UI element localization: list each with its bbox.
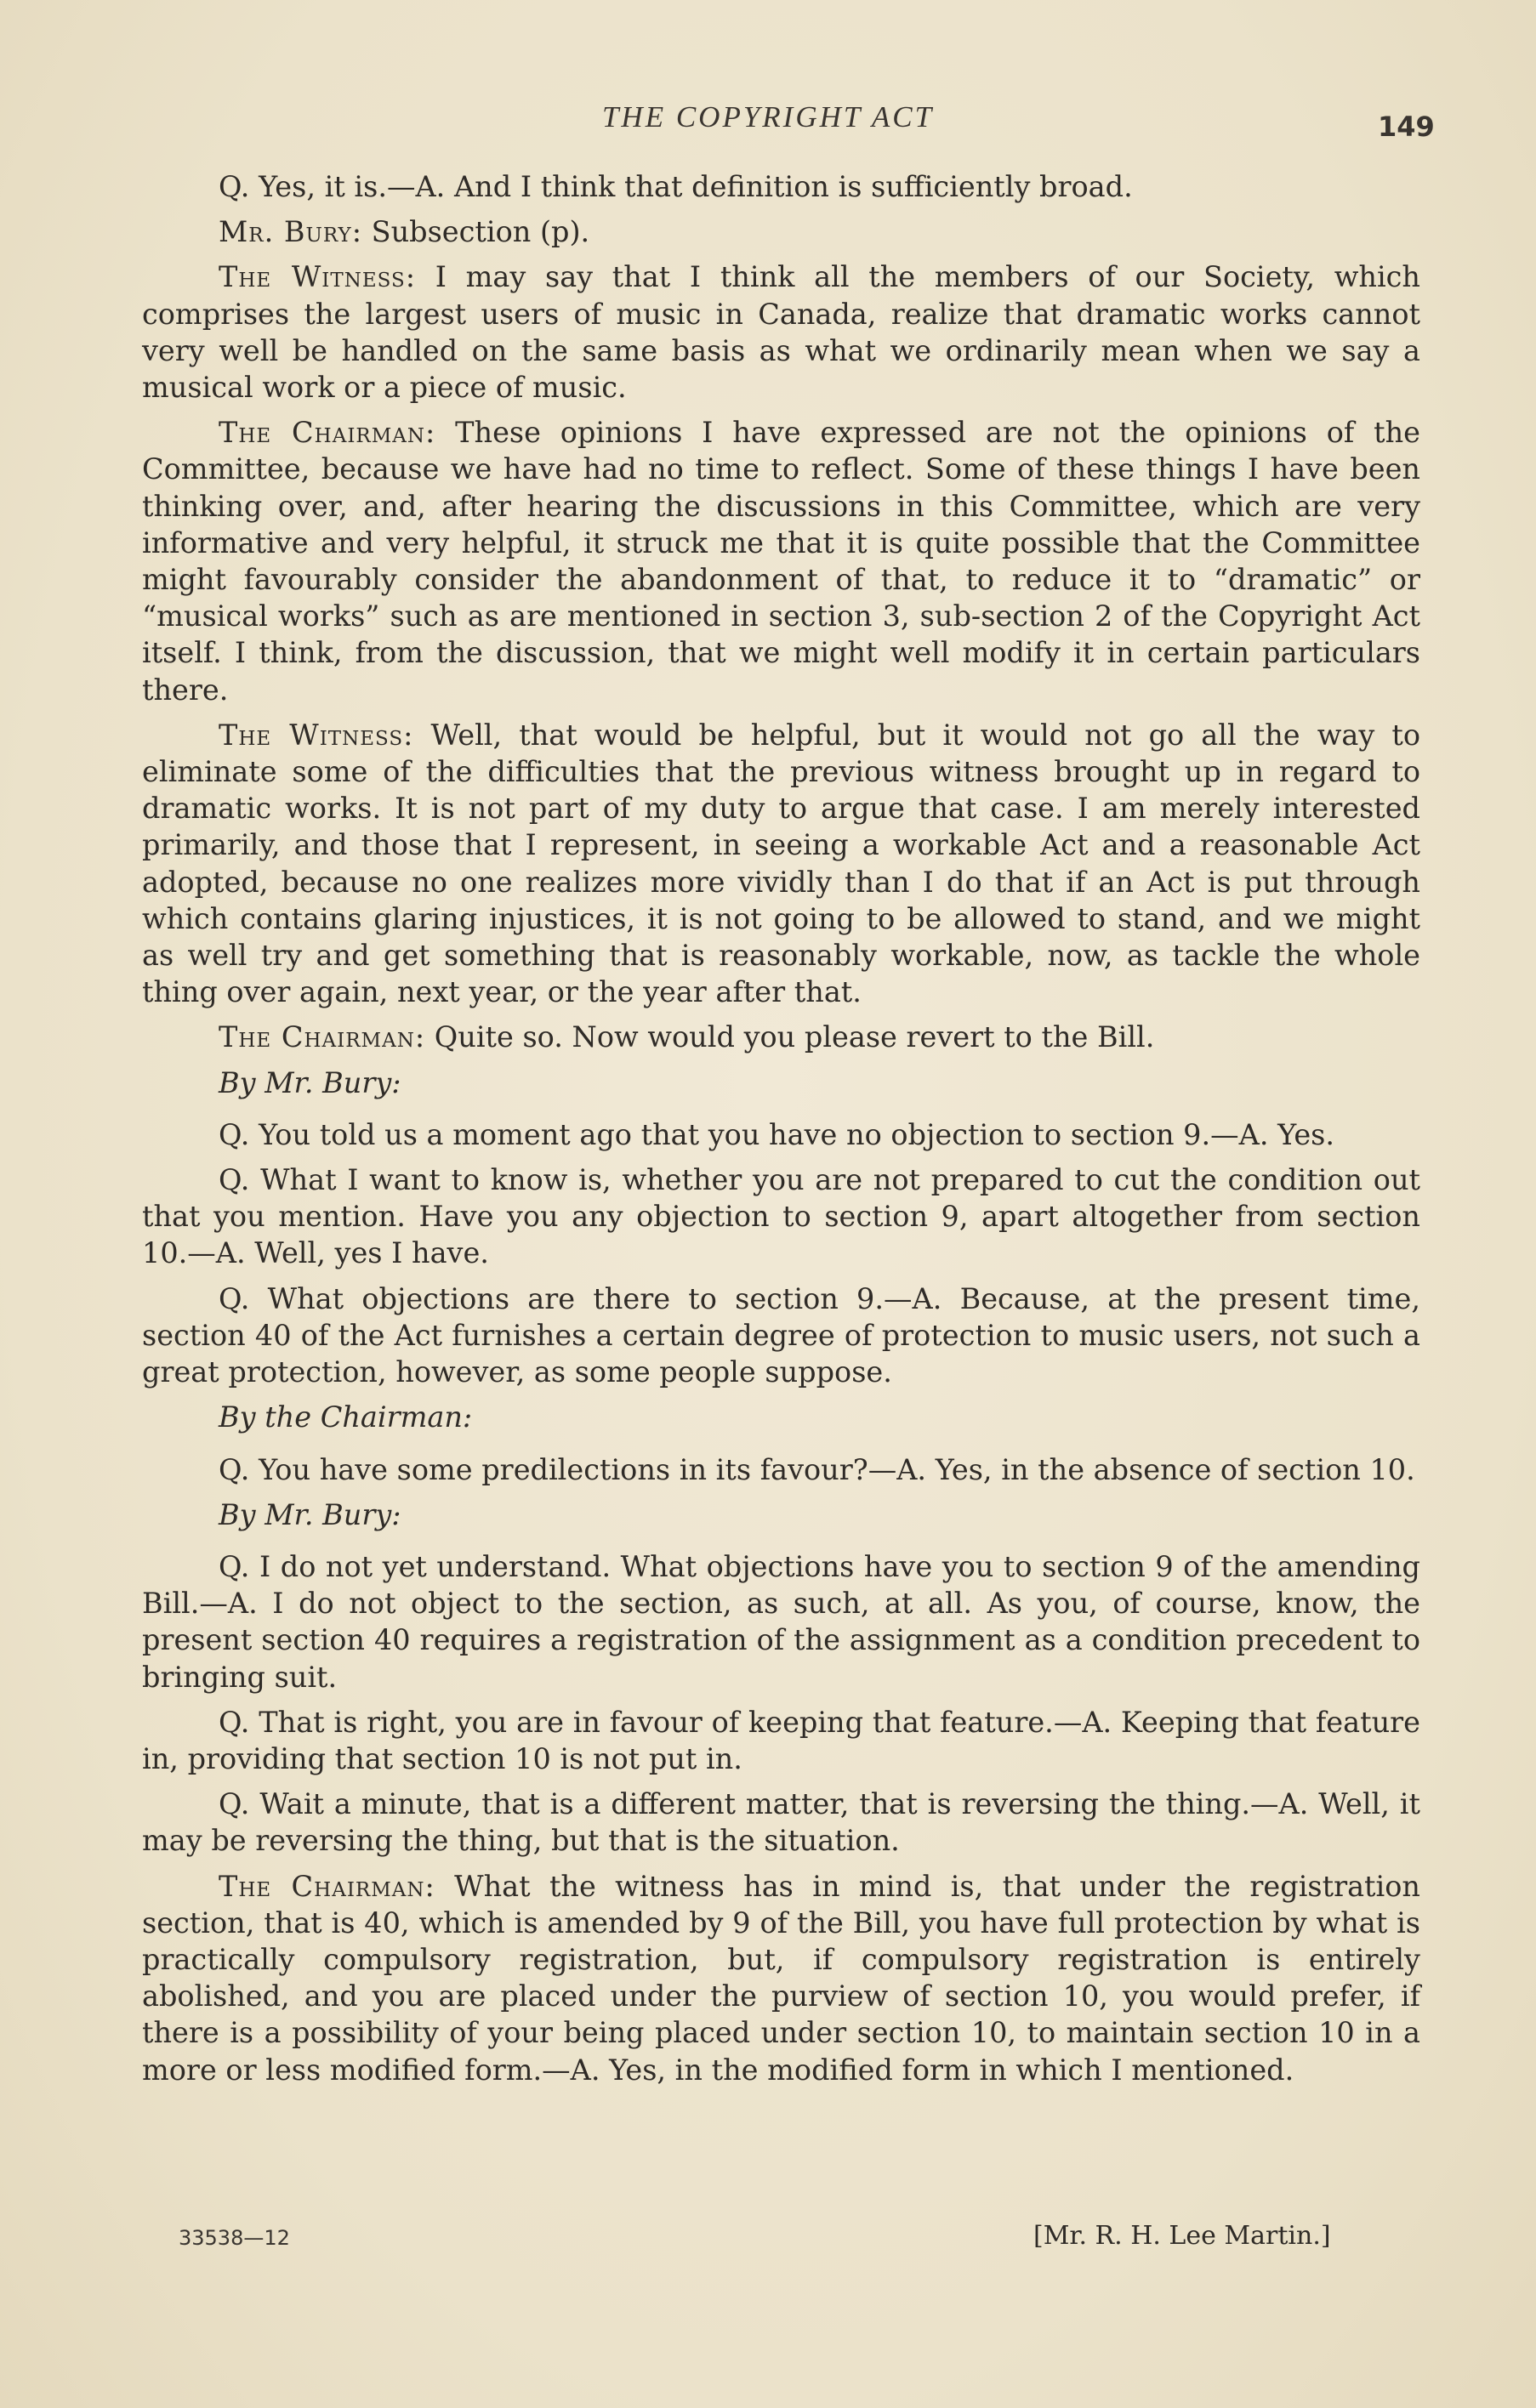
- paragraph: [142, 1786, 1420, 1859]
- paragraph-text: Q. What objections are there to section 9.—A. Because, at the present time, section 40 of the Act furnishes a certain degree of protection to music users, not such a great protection, however, as some people suppose.: [142, 1281, 1420, 1389]
- paragraph-text: Well, that would be helpful, but it would not go all the way to eliminate some of the difficulties that the previous witness brought up in regard to dramatic works. It is not part of my duty to argue that case. I am merely interested primarily, and those that I represent, in seeing a workable Act and a reasonable Act adopted, because no one realizes more vividly than I do that if an Act is put through which contains glaring injustices, it is not going to be allowed to stand, and we might as well try and get something that is reasonably workable, now, as tackle the whole thing over again, next year, or the year after that.: [142, 718, 1420, 1009]
- paragraph: [142, 1116, 1420, 1153]
- paragraph-text: Q. I do not yet understand. What objections have you to section 9 of the amending Bill.—A. I do not object to the section, as such, at all. As you, of course, know, the present section 40 requires a registration of the assignment as a condition precedent to bringing suit.: [142, 1549, 1420, 1694]
- paragraph-text: By the Chairman:: [219, 1400, 473, 1434]
- paragraph: [142, 1548, 1420, 1695]
- speaker-name: The Witness:: [219, 260, 417, 294]
- printer-code: 33538—12: [179, 2226, 290, 2250]
- paragraph: [142, 717, 1420, 1011]
- paragraph-text: Q. What I want to know is, whether you are not prepared to cut the condition out that you mention. Have you any objection to section 9, apart altogether from section 10.—A. Well, yes I have.: [142, 1163, 1420, 1270]
- paragraph-text: Q. That is right, you are in favour of keeping that feature.—A. Keeping that feature in, providing that section 10 is not put in.: [142, 1705, 1420, 1775]
- running-title: THE COPYRIGHT ACT: [601, 100, 935, 133]
- paragraph-text: Q. You have some predilections in its favour?—A. Yes, in the absence of section 10.: [219, 1452, 1415, 1486]
- paragraph: [142, 1161, 1420, 1272]
- speaker-name: The Chairman:: [219, 416, 436, 450]
- paragraph-text: Quite so. Now would you please revert to the Bill.: [425, 1020, 1155, 1054]
- speaker-name: Mr. Bury:: [219, 215, 362, 249]
- speaker-name: The Chairman:: [219, 1869, 435, 1903]
- witness-attribution: [Mr. R. H. Lee Martin.]: [1033, 2221, 1331, 2251]
- paragraph-text: By Mr. Bury:: [219, 1497, 401, 1531]
- paragraph-text: Subsection (p).: [362, 215, 590, 249]
- paragraph: [142, 1704, 1420, 1777]
- paragraph: [142, 168, 1420, 205]
- paragraph: [142, 258, 1420, 406]
- speaker-name: The Chairman:: [219, 1020, 426, 1054]
- paragraph-text: What the witness has in mind is, that under the registration section, that is 40, which is amended by 9 of the Bill, you have full protection by what is practically compulsory registration, but, if compulsory registration is entirely abolished, and you are placed under the purview of section 10, you would prefer, if there is a possibility of your being placed under section 10, to maintain section 10 in a more or less modified form.—A. Yes, in the modified form in which I mentioned.: [142, 1869, 1420, 2087]
- paragraph: [142, 1019, 1420, 1055]
- section-heading: [142, 1399, 1420, 1435]
- speaker-name: The Witness:: [219, 718, 414, 752]
- paragraph-text: Q. Wait a minute, that is a different matter, that is reversing the thing.—A. Well, it may be reversing the thing, but that is the situation.: [142, 1787, 1420, 1858]
- paragraph: [142, 1868, 1420, 2088]
- paragraph: [142, 213, 1420, 250]
- paragraph-text: These opinions I have expressed are not the opinions of the Committee, because we have had no time to reflect. Some of these things I have been thinking over, and, after hearing the discussions in this Committee, which are very informative and very helpful, it struck me that it is quite possible that the Committee might favourably consider the abandonment of that, to reduce it to “dramatic” or “musical works” such as are mentioned in section 3, sub-section 2 of the Copyright Act itself. I think, from the discussion, that we might well modify it in certain particulars there.: [142, 416, 1420, 707]
- section-heading: [142, 1496, 1420, 1533]
- page-number: 149: [1378, 111, 1435, 143]
- body-text: [142, 168, 1420, 2097]
- paragraph: [142, 1451, 1420, 1488]
- paragraph: [142, 1281, 1420, 1391]
- paragraph: [142, 414, 1420, 708]
- paragraph-text: Q. Yes, it is.—A. And I think that definition is sufficiently broad.: [219, 170, 1133, 203]
- paragraph-text: I may say that I think all the members of our Society, which comprises the largest users of music in Canada, realize that dramatic works cannot very well be handled on the same basis as what we ordinarily mean when we say a musical work or a piece of music.: [142, 260, 1420, 405]
- section-heading: [142, 1065, 1420, 1101]
- paragraph-text: By Mr. Bury:: [219, 1065, 401, 1099]
- paragraph-text: Q. You told us a moment ago that you have no objection to section 9.—A. Yes.: [219, 1117, 1334, 1151]
